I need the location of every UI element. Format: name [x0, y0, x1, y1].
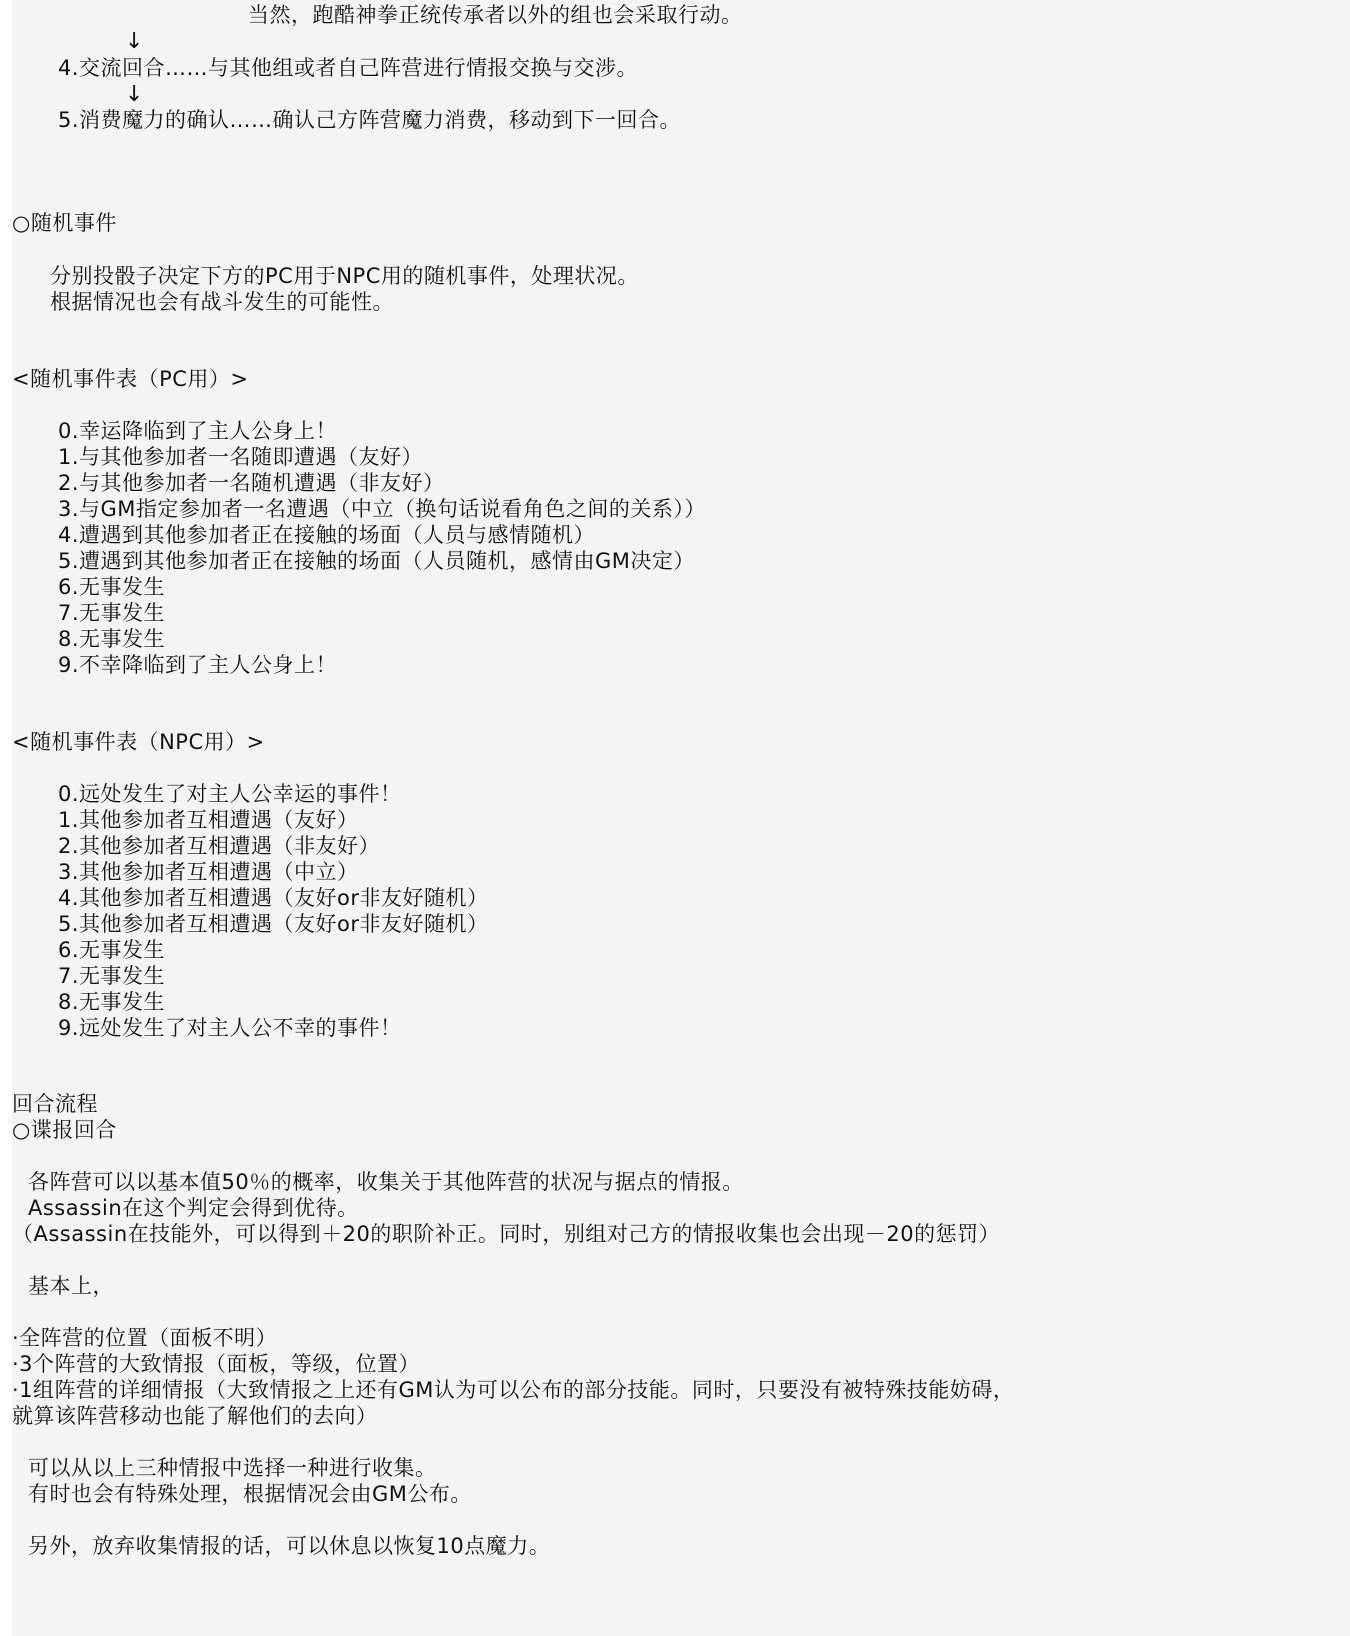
- spy-paragraph: 各阵营可以以基本值50％的概率，收集关于其他阵营的状况与据点的情报。: [28, 1170, 744, 1194]
- flow-continuation-line: 当然，跑酷神拳正统传承者以外的组也会采取行动。: [248, 3, 743, 27]
- down-arrow-icon: ↓: [125, 29, 144, 54]
- random-event-heading: ○随机事件: [12, 211, 117, 235]
- pc-table-item: 6.无事发生: [58, 575, 166, 599]
- pc-table-heading: <随机事件表（PC用）>: [12, 367, 249, 391]
- pc-table-item: 7.无事发生: [58, 601, 166, 625]
- spy-paragraph: 另外，放弃收集情报的话，可以休息以恢复10点魔力。: [28, 1534, 551, 1558]
- pc-table-item: 9.不幸降临到了主人公身上！: [58, 653, 338, 677]
- random-event-paragraph: 根据情况也会有战斗发生的可能性。: [50, 290, 394, 314]
- spy-round-heading: ○谍报回合: [12, 1118, 117, 1142]
- npc-table-item: 0.远处发生了对主人公幸运的事件！: [58, 782, 402, 806]
- spy-paragraph: 可以从以上三种情报中选择一种进行收集。: [28, 1456, 437, 1480]
- npc-table-item: 7.无事发生: [58, 964, 166, 988]
- info-option-bullet: ·全阵营的位置（面板不明）: [12, 1326, 278, 1350]
- pc-table-item: 5.遭遇到其他参加者正在接触的场面（人员随机，感情由GM决定）: [58, 549, 695, 573]
- pc-table-item: 2.与其他参加者一名随机遭遇（非友好）: [58, 471, 445, 495]
- npc-table-item: 2.其他参加者互相遭遇（非友好）: [58, 834, 381, 858]
- spy-paragraph: Assassin在这个判定会得到优待。: [28, 1196, 359, 1220]
- info-option-bullet-continuation: 就算该阵营移动也能了解他们的去向）: [12, 1404, 378, 1428]
- spy-paragraph: 有时也会有特殊处理，根据情况会由GM公布。: [28, 1482, 472, 1506]
- npc-table-item: 3.其他参加者互相遭遇（中立）: [58, 860, 359, 884]
- random-event-paragraph: 分别投骰子决定下方的PC用于NPC用的随机事件，处理状况。: [50, 264, 639, 288]
- npc-table-item: 1.其他参加者互相遭遇（友好）: [58, 808, 359, 832]
- info-option-bullet: ·3个阵营的大致情报（面板，等级，位置）: [12, 1352, 421, 1376]
- npc-table-item: 4.其他参加者互相遭遇（友好or非友好随机）: [58, 886, 489, 910]
- npc-table-item: 5.其他参加者互相遭遇（友好or非友好随机）: [58, 912, 489, 936]
- npc-table-heading: <随机事件表（NPC用）>: [12, 730, 265, 754]
- down-arrow-icon: ↓: [125, 82, 144, 107]
- pc-table-item: 3.与GM指定参加者一名遭遇（中立（换句话说看角色之间的关系））: [58, 497, 706, 521]
- flow-step-4: 4.交流回合……与其他组或者自己阵营进行情报交换与交涉。: [58, 56, 639, 80]
- pc-table-item: 1.与其他参加者一名随即遭遇（友好）: [58, 445, 424, 469]
- npc-table-item: 8.无事发生: [58, 990, 166, 1014]
- npc-table-item: 6.无事发生: [58, 938, 166, 962]
- npc-table-item: 9.远处发生了对主人公不幸的事件！: [58, 1016, 402, 1040]
- pc-table-item: 4.遭遇到其他参加者正在接触的场面（人员与感情随机）: [58, 523, 596, 547]
- round-flow-heading: 回合流程: [12, 1092, 98, 1116]
- spy-paragraph: （Assassin在技能外，可以得到＋20的职阶补正。同时，别组对己方的情报收集也会出现－20的惩罚）: [12, 1222, 1001, 1246]
- spy-paragraph: 基本上，: [28, 1274, 114, 1298]
- flow-step-5: 5.消费魔力的确认……确认己方阵营魔力消费，移动到下一回合。: [58, 108, 682, 132]
- document-page: [12, 0, 1350, 1636]
- pc-table-item: 8.无事发生: [58, 627, 166, 651]
- info-option-bullet: ·1组阵营的详细情报（大致情报之上还有GM认为可以公布的部分技能。同时，只要没有被特殊技能妨碍，: [12, 1378, 1015, 1402]
- pc-table-item: 0.幸运降临到了主人公身上！: [58, 419, 338, 443]
